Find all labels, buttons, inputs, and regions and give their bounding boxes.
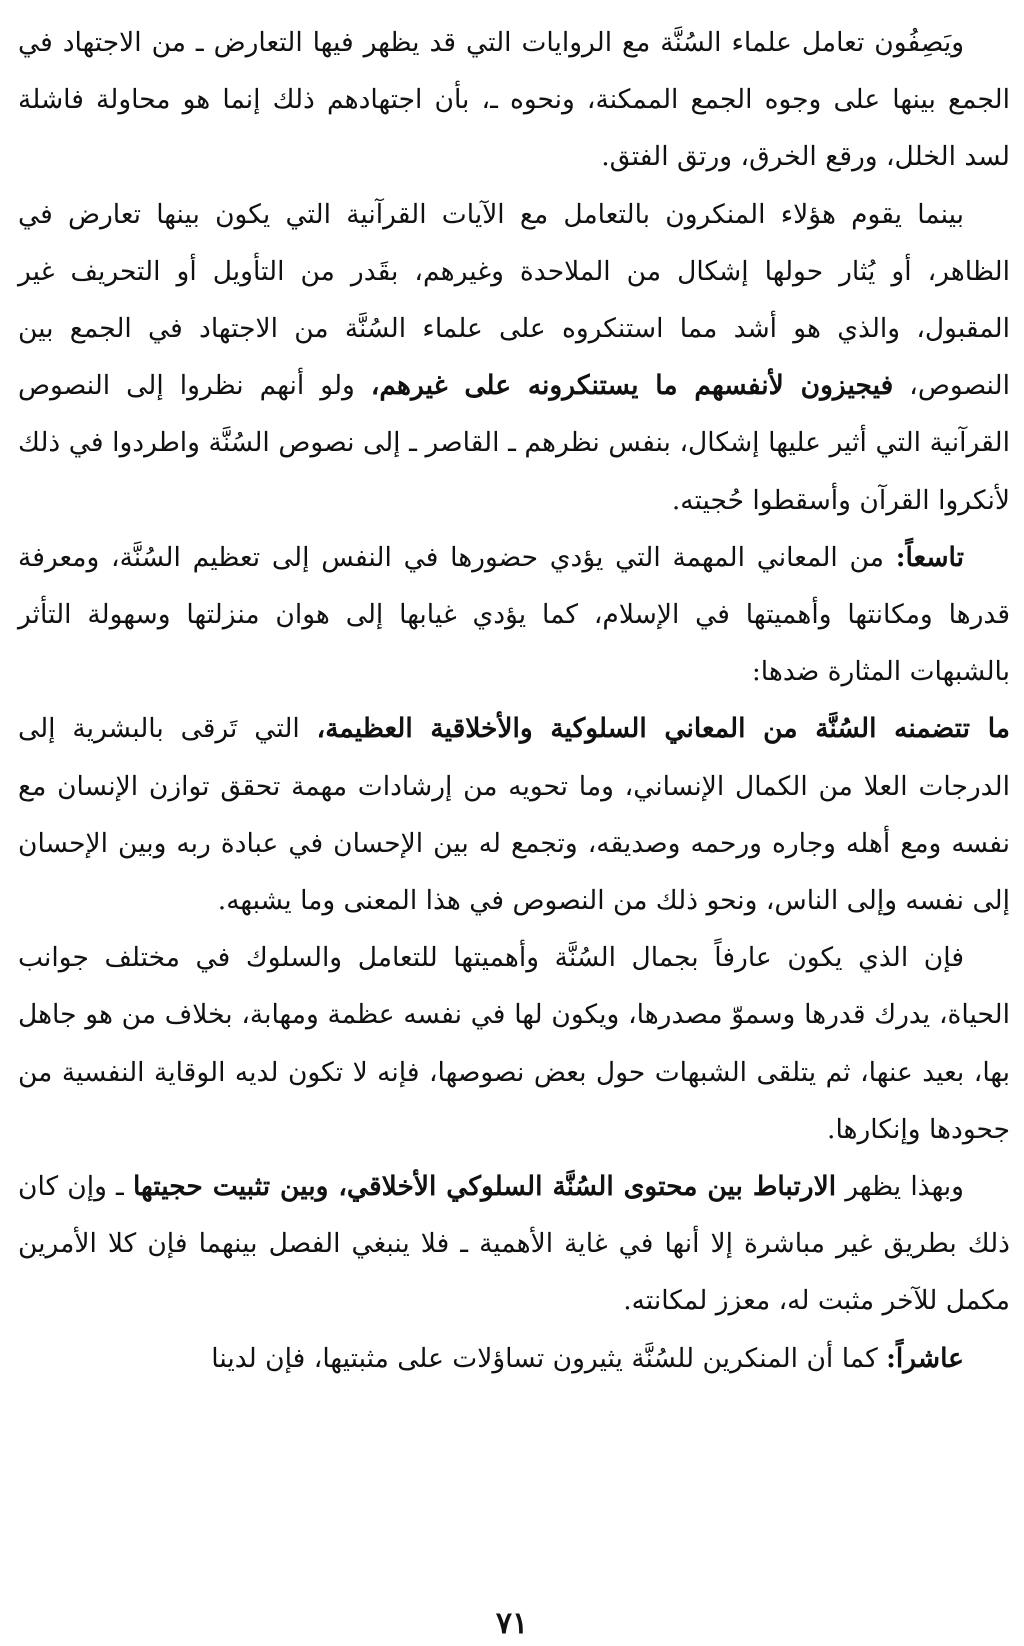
page-number: ٧١ <box>495 1606 529 1641</box>
paragraph-2 <box>18 186 1010 529</box>
paragraph-4 <box>18 700 1010 929</box>
paragraph-4-bold-lead: ما تتضمنه السُنَّة من المعاني السلوكية والأخلاقية العظيمة، <box>316 713 1010 745</box>
paragraph-6-text-start: وبهذا يظهر <box>845 1171 964 1203</box>
section-heading-tenth: عاشراً: <box>886 1342 964 1374</box>
paragraph-2-text-start: بينما يقوم هؤلاء المنكرون بالتعامل مع الآيات القرآنية التي يكون بينها تعارض في الظاهر، أو يُثار حولها إشكال من الملاحدة وغيرهم، بقَدر من التأويل أو التحريف غير المقبول، والذي هو أشد مما استنكروه على علماء السُنَّة من الاجتهاد في الجمع بين النصوص، <box>18 198 1010 402</box>
paragraph-6-bold-phrase: الارتباط بين محتوى السُنَّة السلوكي الأخلاقي، وبين تثبيت حجيتها <box>132 1171 837 1203</box>
paragraph-1 <box>18 14 1010 186</box>
paragraph-2-bold-phrase: فيجيزون لأنفسهم ما يستنكرونه على غيرهم، <box>370 370 894 402</box>
paragraph-4-text: التي تَرقى بالبشرية إلى الدرجات العلا من الكمال الإنساني، وما تحويه من إرشادات مهمة تحقق توازن الإنسان مع نفسه ومع أهله وجاره ورحمه وصديقه، وتجمع له بين الإحسان في عبادة ربه وبين الإحسان إلى نفسه وإلى الناس، ونحو ذلك من النصوص في هذا المعنى وما يشبهه. <box>18 713 1010 917</box>
document-page <box>18 14 1010 1634</box>
paragraph-3-text: من المعاني المهمة التي يؤدي حضورها في النفس إلى تعظيم السُنَّة، ومعرفة قدرها ومكانتها وأهميتها في الإسلام، كما يؤدي غيابها إلى هوان منزلتها وسهولة التأثر بالشبهات المثارة ضدها: <box>18 541 1010 688</box>
paragraph-2-text-end: ولو أنهم نظروا إلى النصوص القرآنية التي أثير عليها إشكال، بنفس نظرهم ـ القاصر ـ إلى نصوص السُنَّة واطردوا في ذلك لأنكروا القرآن وأسقطوا حُجيته. <box>18 370 1010 516</box>
paragraph-6 <box>18 1158 1010 1330</box>
paragraph-5-text: فإن الذي يكون عارفاً بجمال السُنَّة وأهميتها للتعامل والسلوك في مختلف جوانب الحياة، يدرك قدرها وسموّ مصدرها، ويكون لها في نفسه عظمة ومهابة، بخلاف من هو جاهل بها، بعيد عنها، ثم يتلقى الشبهات حول بعض نصوصها، فإنه لا تكون لديه الوقاية النفسية من جحودها وإنكارها. <box>18 942 1010 1145</box>
section-heading-ninth: تاسعاً: <box>895 541 964 573</box>
paragraph-7 <box>18 1330 1010 1387</box>
paragraph-6-text-end: ـ وإن كان ذلك بطريق غير مباشرة إلا أنها في غاية الأهمية ـ فلا ينبغي الفصل بينهما فإن كلا الأمرين مكمل للآخر مثبت له، معزز لمكانته. <box>18 1171 1010 1317</box>
paragraph-5 <box>18 929 1010 1158</box>
paragraph-7-text: كما أن المنكرين للسُنَّة يثيرون تساؤلات على مثبتيها، فإن لدينا <box>211 1342 878 1374</box>
paragraph-1-text: ويَصِفُون تعامل علماء السُنَّة مع الروايات التي قد يظهر فيها التعارض ـ من الاجتهاد في الجمع بينها على وجوه الجمع الممكنة، ونحوه ـ، بأن اجتهادهم ذلك إنما هو محاولة فاشلة لسد الخلل، ورقع الخرق، ورتق الفتق. <box>18 27 1010 173</box>
paragraph-3 <box>18 529 1010 701</box>
